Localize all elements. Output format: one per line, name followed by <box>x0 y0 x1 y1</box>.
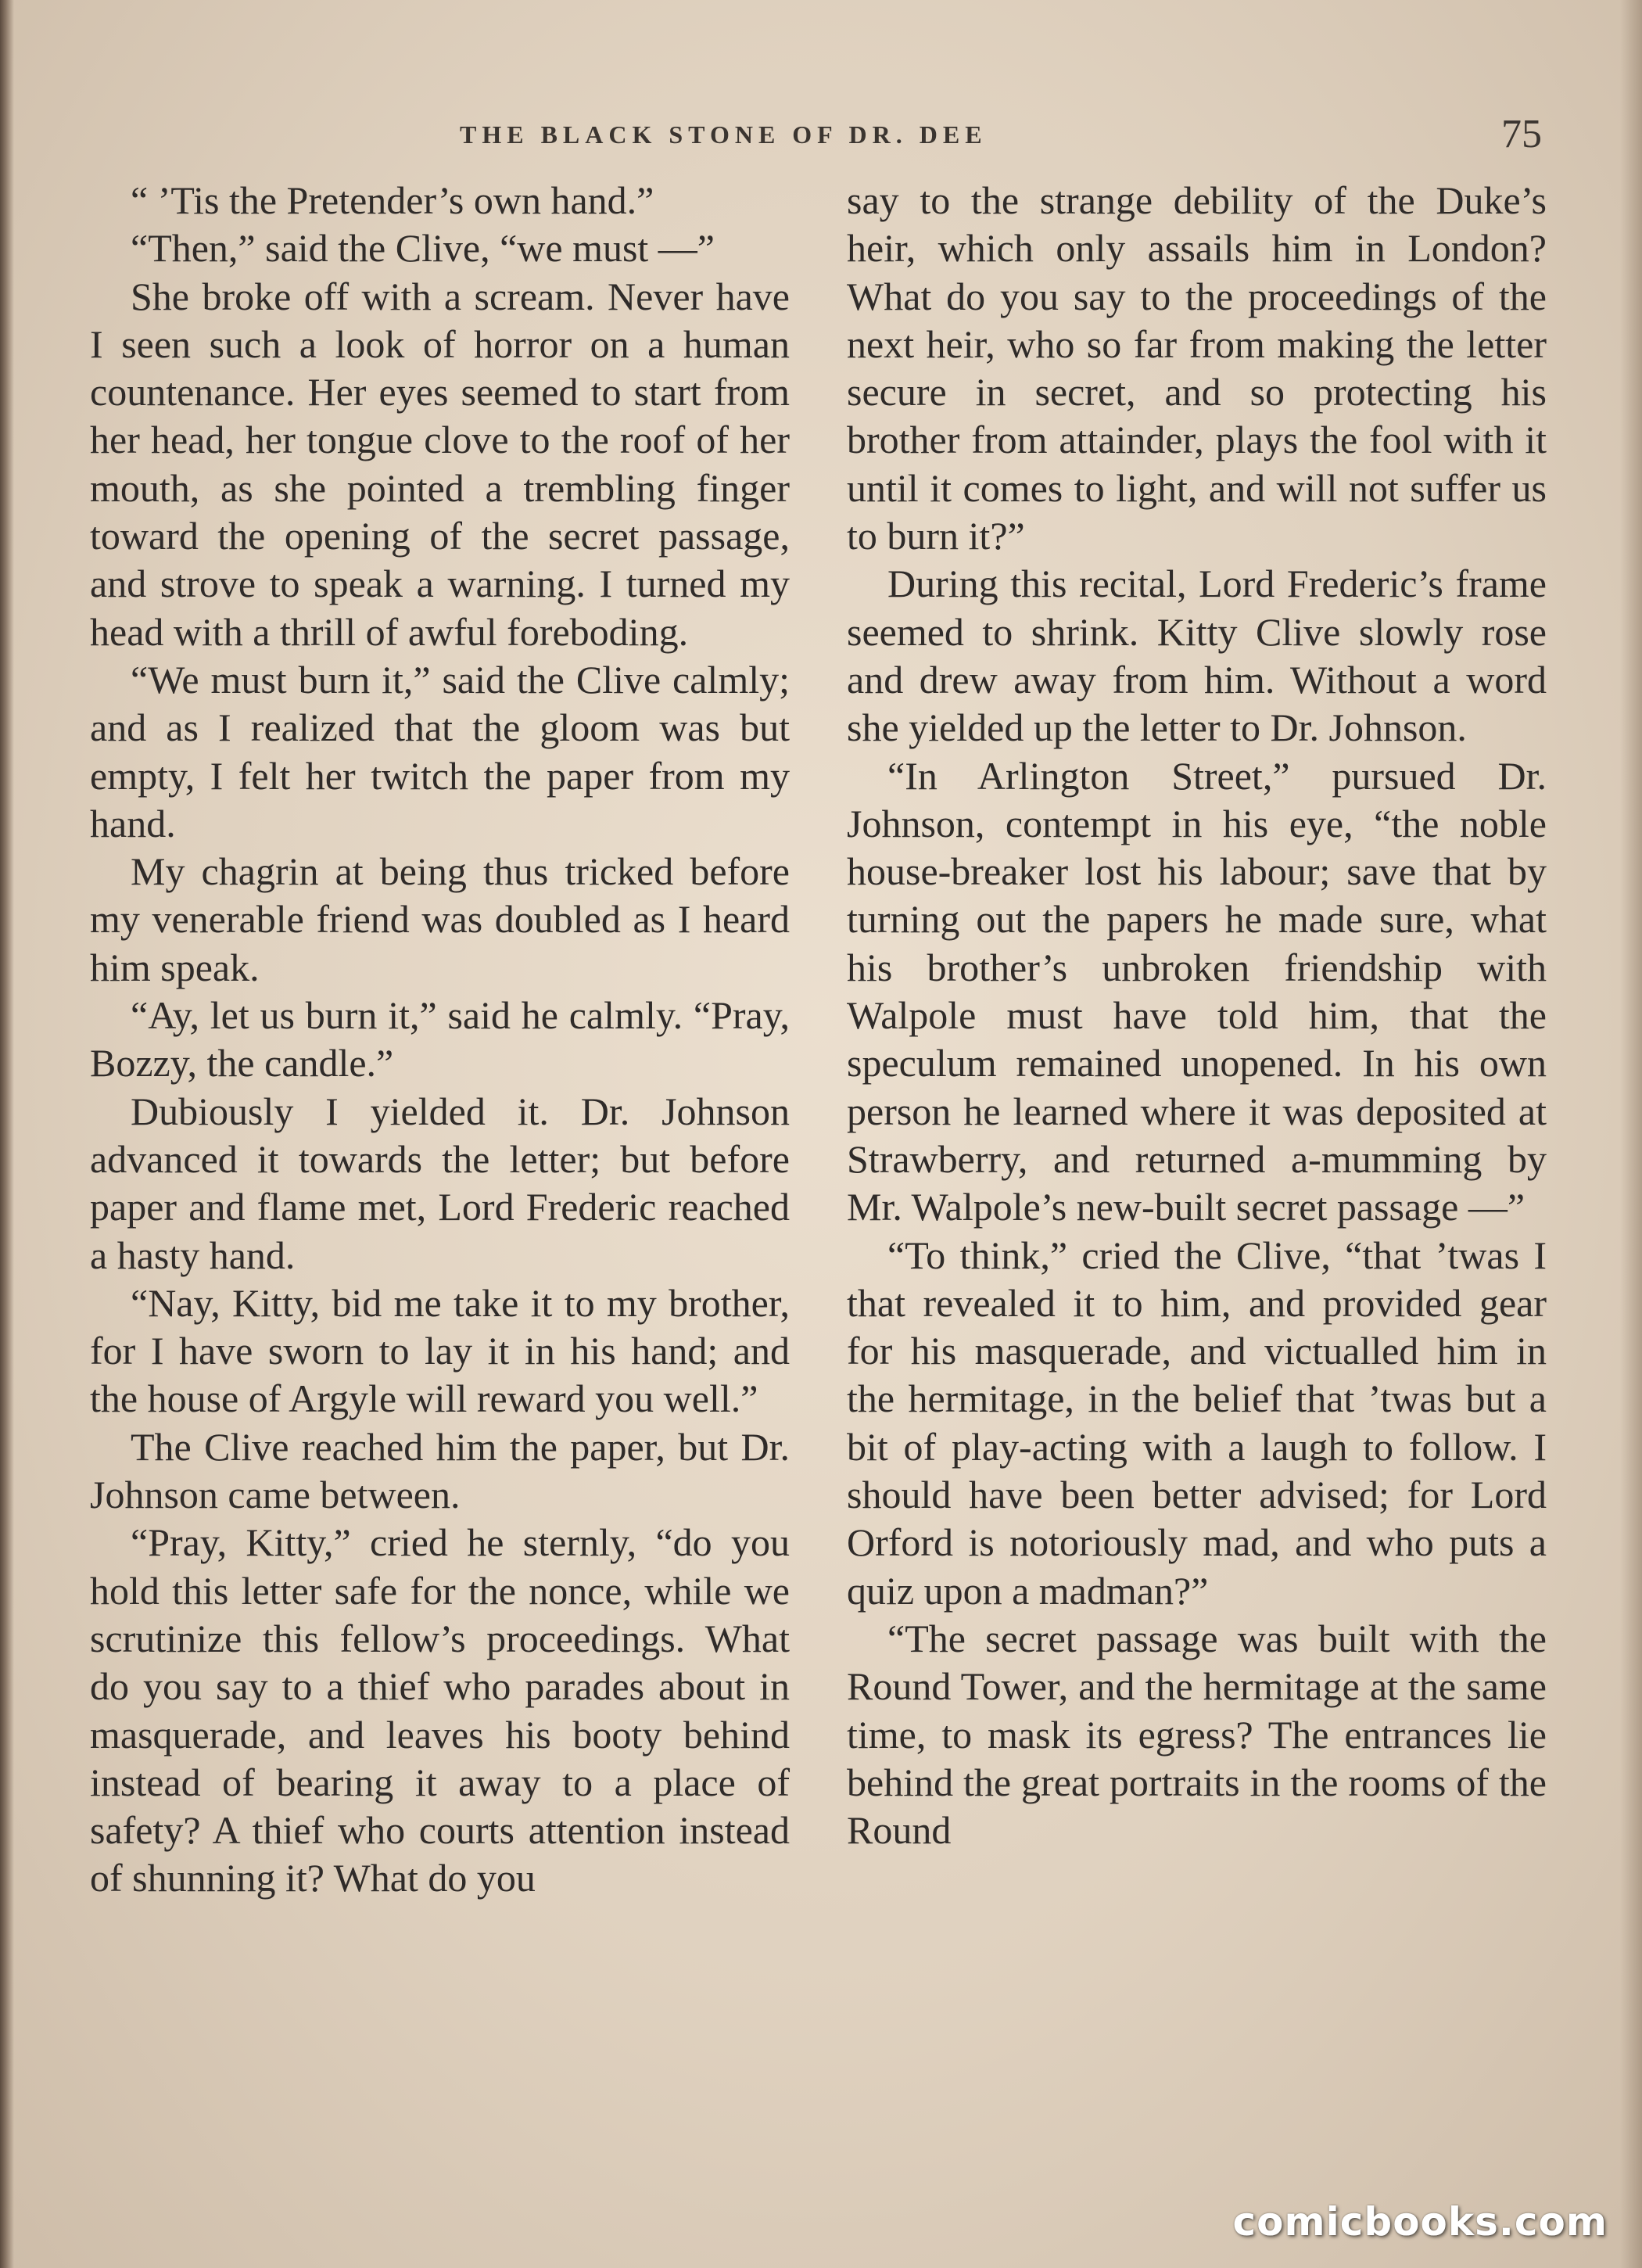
paragraph: She broke off with a scream. Never have I seen such a look of horror on a human countenance. Her eyes seemed to start from her head, her tongue clove to the roof of her mouth, as she pointed a trembling finger toward the opening of the secret passage, and strove to speak a warning. I turned my head with a thrill of awful foreboding. <box>90 274 790 654</box>
running-head: THE BLACK STONE OF DR. DEE <box>460 120 988 149</box>
page-number: 75 <box>1501 112 1542 156</box>
paragraph: Dubiously I yielded it. Dr. Johnson advanced it towards the letter; but before paper and flame met, Lord Frederic reached a hasty hand. <box>90 1089 790 1277</box>
right-column <box>847 177 1547 1854</box>
paragraph-continued: say to the strange debility of the Duke’s heir, which only assails him in London? What do you say to the proceedings of the next heir, who so far from making the letter secure in secret, and so protecting his brother from attainder, plays the fool with it until it comes to light, and will not suffer us to burn it?” <box>847 178 1547 558</box>
page-header <box>0 112 1642 164</box>
paragraph: During this recital, Lord Frederic’s frame seemed to shrink. Kitty Clive slowly rose and drew away from him. Without a word she yielded up the letter to Dr. Johnson. <box>847 562 1547 750</box>
binding-shadow <box>0 0 14 2268</box>
paragraph: “Pray, Kitty,” cried he sternly, “do you hold this letter safe for the nonce, while we scrutinize this fellow’s proceedings. What do you say to a thief who parades about in masquerade, and leaves his booty behind instead of bearing it away to a place of safety? A thief who courts attention instead of shunning it? What do you <box>90 1520 790 1900</box>
left-column <box>90 177 790 1903</box>
paragraph: “ ’Tis the Pretender’s own hand.” <box>131 178 654 222</box>
paragraph: “In Arlington Street,” pursued Dr. Johnson, contempt in his eye, “the noble house-breaker lost his labour; save that by turning out the papers he made sure, what his brother’s unbroken friendship with Walpole must have told him, that the speculum remained unopened. In his own person he learned where it was deposited at Strawberry, and returned a-mumming by Mr. Walpole’s new-built secret passage —” <box>847 753 1547 1229</box>
paragraph: My chagrin at being thus tricked before my venerable friend was doubled as I heard him speak. <box>90 849 790 989</box>
paragraph: “We must burn it,” said the Clive calmly; and as I realized that the gloom was but empty, I felt her twitch the paper from my hand. <box>90 657 790 845</box>
paragraph: The Clive reached him the paper, but Dr. Johnson came between. <box>90 1424 790 1517</box>
paragraph: “Nay, Kitty, bid me take it to my brother, for I have sworn to lay it in his hand; and the house of Argyle will reward you well.” <box>90 1280 790 1421</box>
paragraph: “Then,” said the Clive, “we must —” <box>131 226 715 271</box>
paragraph: “The secret passage was built with the Round Tower, and the hermitage at the same time, to mask its egress? The entrances lie behind the great portraits in the rooms of the Round <box>847 1616 1547 1853</box>
page-edge-shadow <box>1620 0 1642 2268</box>
paragraph: “Ay, let us burn it,” said he calmly. “Pray, Bozzy, the candle.” <box>90 993 790 1086</box>
paragraph: “To think,” cried the Clive, “that ’twas I that revealed it to him, and provided gear for his masquerade, and victualled him in the hermitage, in the belief that ’twas but a bit of play-acting with a laugh to follow. I should have been better advised; for Lord Orford is notoriously mad, and who puts a quiz upon a madman?” <box>847 1233 1547 1613</box>
watermark: comicbooks.com <box>1232 2199 1608 2245</box>
